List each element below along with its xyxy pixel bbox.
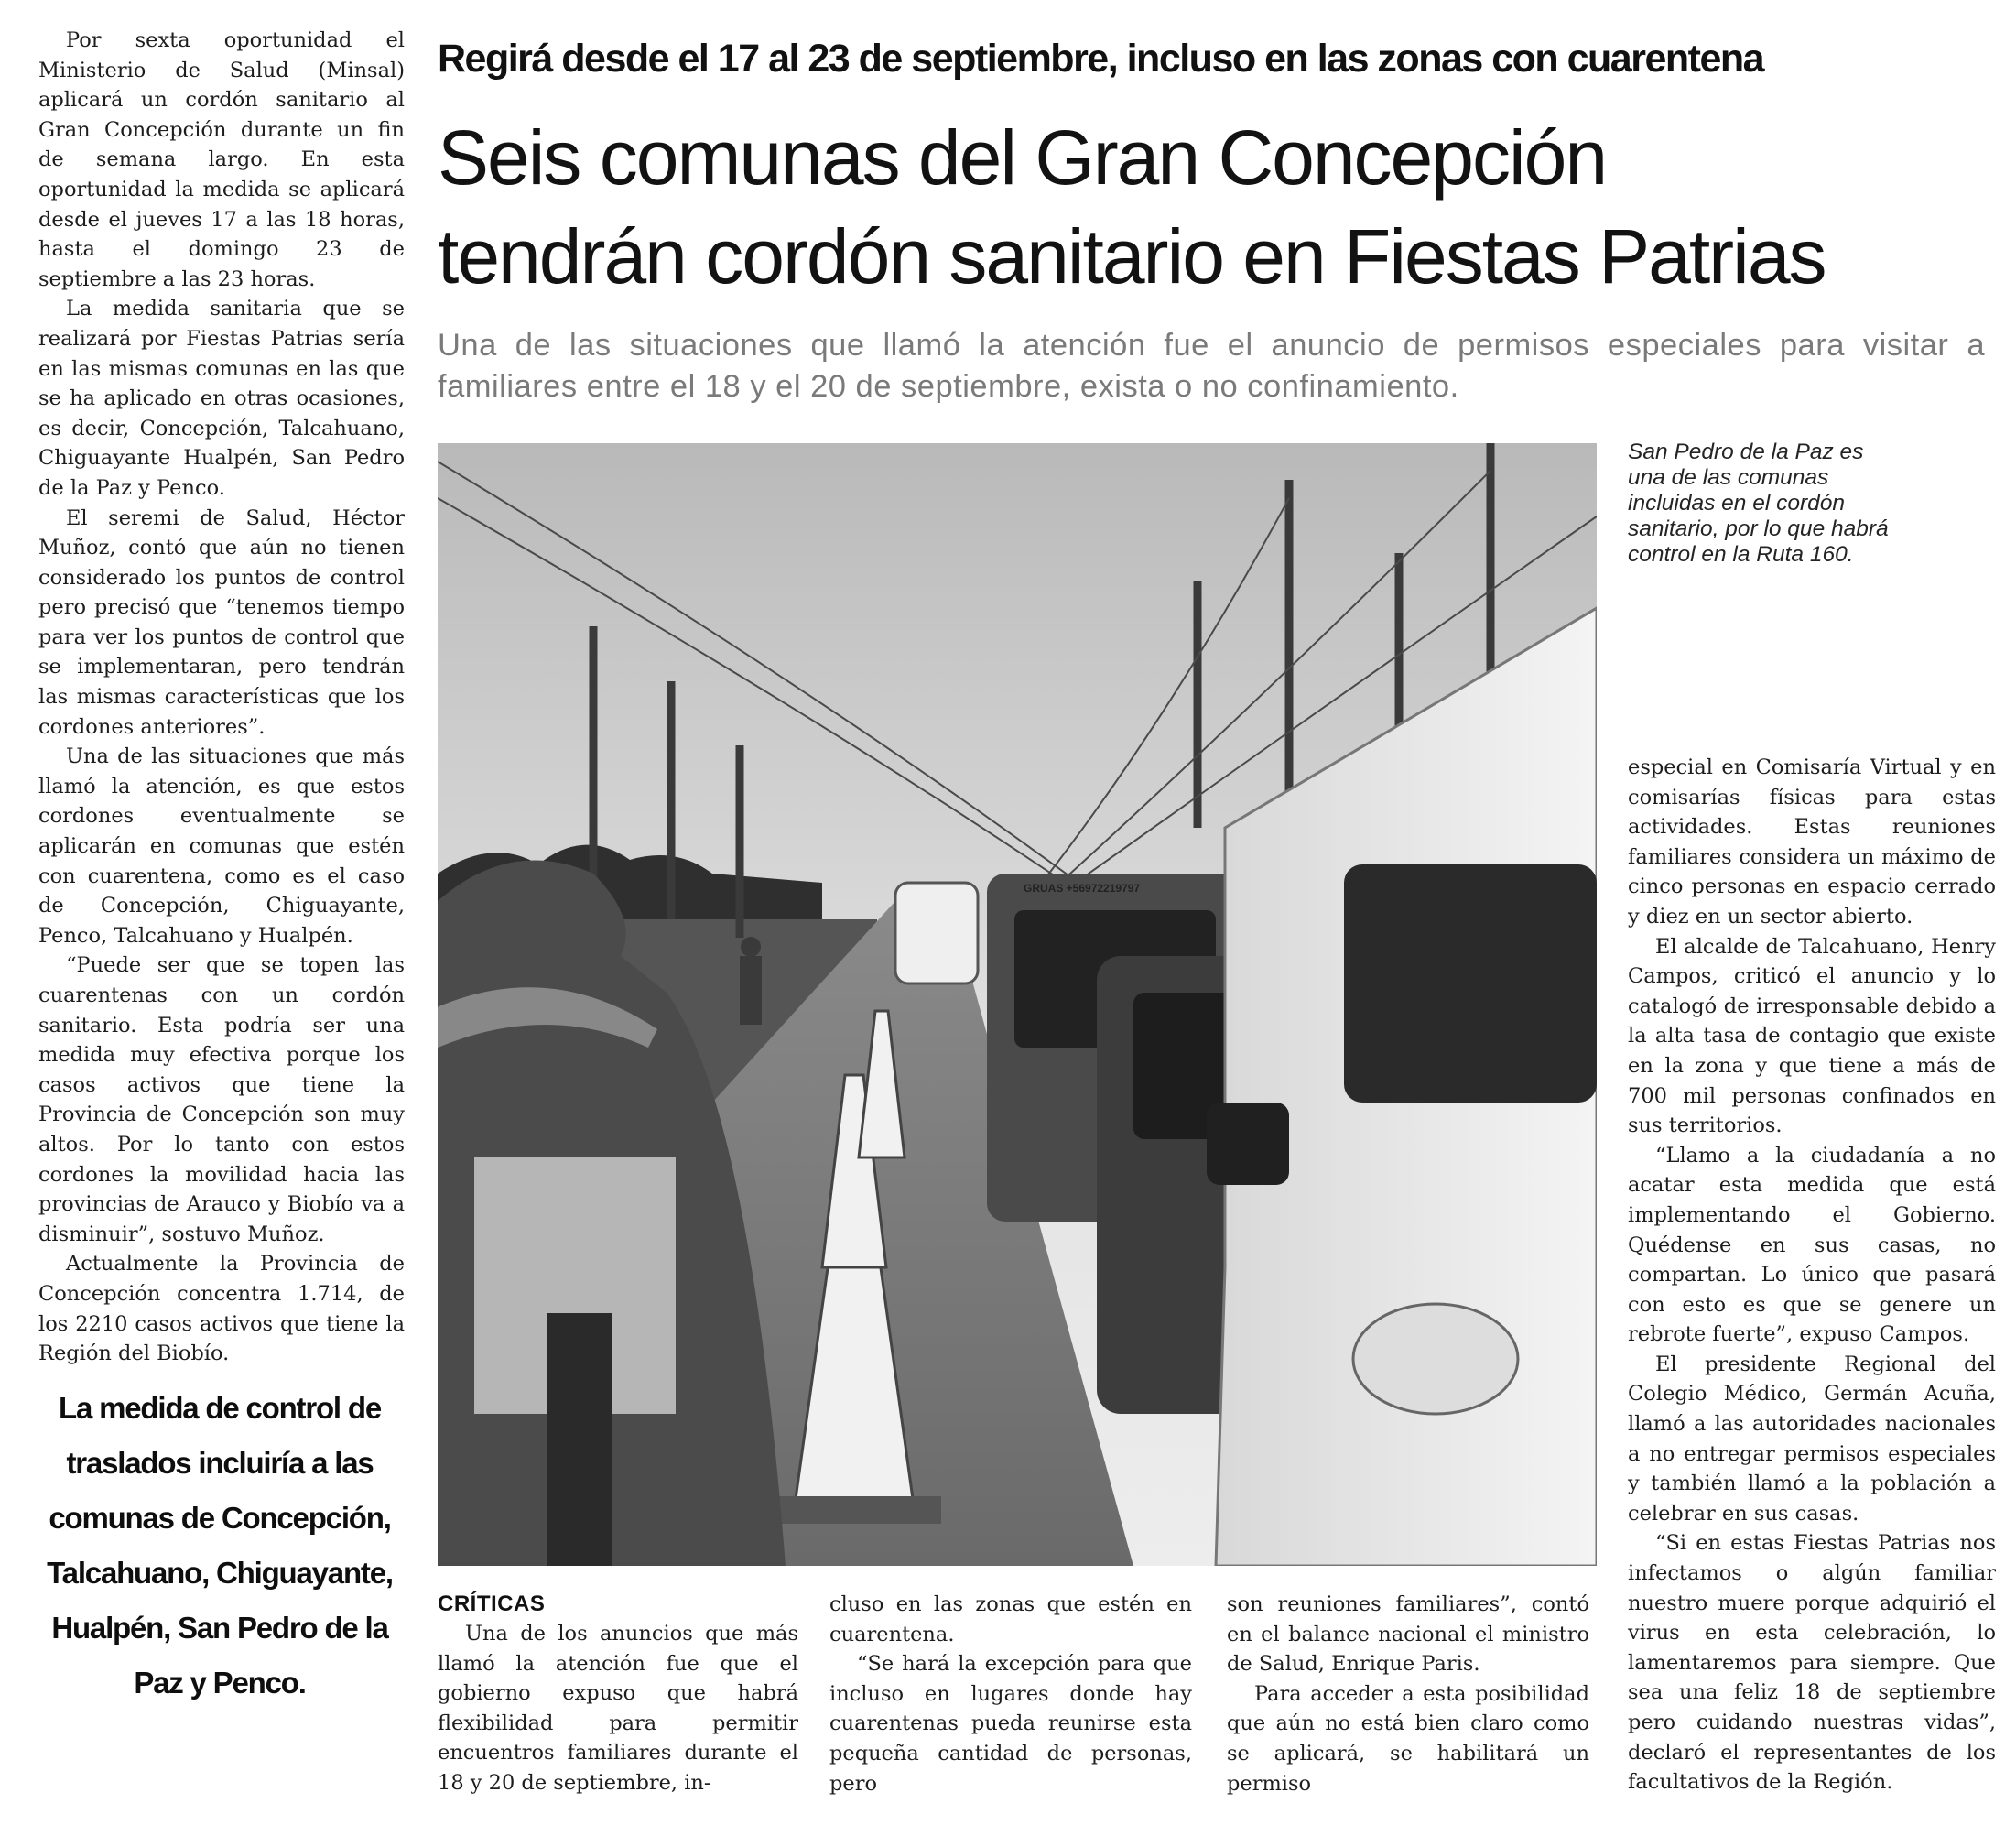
paragraph: cluso en las zonas que estén en cuarentena. bbox=[829, 1592, 1192, 1646]
main-headline bbox=[438, 108, 2012, 306]
paragraph: “Puede ser que se topen las cuarentenas con un cordón sanitario. Esta podría ser una medida muy efectiva porque los casos activos que tiene la Provincia de Concepción son muy altos. Por lo tanto con estos cordones la movilidad hacia las provincias de Arauco y Biobío va a disminuir”, sostuvo Muñoz. bbox=[38, 953, 405, 1246]
deck-summary: Una de las situaciones que llamó la atención fue el anuncio de permisos especiales para visitar a familiares entre el 18 y el 20 de septiembre, exista o no confinamiento. bbox=[438, 328, 1985, 404]
paragraph: El seremi de Salud, Héctor Muñoz, contó que aún no tienen considerado los puntos de control pero precisó que “tenemos tiempo para ver los puntos de control que se implementaran, pero tendrán las mismas características que los cordones anteriores”. bbox=[38, 505, 405, 739]
paragraph: “Se hará la excepción para que incluso en lugares donde hay cuarentenas pueda reunirse esta pequeña cantidad de personas, pero bbox=[829, 1652, 1192, 1796]
paragraph: Actualmente la Provincia de Concepción concentra 1.714, de los 2210 casos activos que tiene la Región del Biobío. bbox=[38, 1252, 405, 1366]
paragraph: “Llamo a la ciudadanía a no acatar esta medida que está implementando el Gobierno. Quédense en sus casas, no compartan. Lo único que pasará con esto es que se genere un rebrote fuerte”, expuso Campos. bbox=[1628, 1143, 1996, 1347]
paragraph: El presidente Regional del Colegio Médico, Germán Acuña, llamó a las autoridades nacionales a no entregar permisos especiales y también llamó a la población a celebrar en sus casas. bbox=[1628, 1352, 1996, 1526]
truck-sign-text: GRUAS +56972219797 bbox=[1024, 882, 1141, 895]
paragraph: La medida sanitaria que se realizará por Fiestas Patrias sería en las mismas comunas en las que se ha aplicado en otras ocasiones, es decir, Concepción, Talcahuano, Chiguayante Hualpén, San Pedro de la Paz y Penco. bbox=[38, 297, 405, 500]
paragraph: Por sexta oportunidad el Ministerio de Salud (Minsal) aplicará un cordón sanitario al Gran Concepción durante un fin de semana largo. En esta oportunidad la medida se aplicará desde el jueves 17 a las 18 horas, hasta el domingo 23 de septiembre a las 23 horas. bbox=[38, 28, 405, 291]
bottom-column-1 bbox=[438, 1590, 798, 1798]
headline-line-1: Seis comunas del Gran Concepción bbox=[438, 114, 1607, 201]
photo-illustration bbox=[438, 443, 1597, 1566]
paragraph: Para acceder a esta posibilidad que aún no está bien claro como se aplicará, se habilitará un permiso bbox=[1227, 1681, 1589, 1796]
pull-quote: La medida de control de traslados incluiría a las comunas de Concepción, Talcahuano, Chiguayante, Hualpén, San Pedro de la Paz y Penco. bbox=[47, 1391, 393, 1700]
kicker-headline: Regirá desde el 17 al 23 de septiembre, incluso en las zonas con cuarentena bbox=[438, 37, 1764, 81]
paragraph: Una de las situaciones que más llamó la atención, es que estos cordones eventualmente se aplicarán en comunas que estén con cuarentena, como es el caso de Concepción, Chiguayante, Penco, Talcahuano y Hualpén. bbox=[38, 744, 405, 948]
right-column bbox=[1628, 753, 1996, 1798]
photo-caption: San Pedro de la Paz es una de las comunas incluidas en el cordón sanitario, por lo que habrá control en la Ruta 160. bbox=[1628, 440, 1889, 567]
section-subhead: CRÍTICAS bbox=[438, 1591, 546, 1616]
paragraph: Una de los anuncios que más llamó la atención fue que el gobierno expuso que habrá flexibilidad para permitir encuentros familiares durante el 18 y 20 de septiembre, in- bbox=[438, 1622, 798, 1795]
bottom-column-3 bbox=[1227, 1590, 1589, 1798]
left-column bbox=[38, 26, 405, 1369]
news-photo bbox=[438, 443, 1597, 1566]
paragraph: son reuniones familiares”, contó en el balance nacional el ministro de Salud, Enrique Paris. bbox=[1227, 1592, 1589, 1677]
paragraph: especial en Comisaría Virtual y en comisarías físicas para estas actividades. Estas reuniones familiares considera un máximo de cinco personas en espacio cerrado y diez en un sector abierto. bbox=[1628, 755, 1996, 929]
bottom-column-2 bbox=[829, 1590, 1192, 1798]
paragraph: El alcalde de Talcahuano, Henry Campos, criticó el anuncio y lo catalogó de irresponsable debido a la alta tasa de contagio que existe en la zona y que tiene a más de 700 mil personas confinados en sus territorios. bbox=[1628, 934, 1996, 1138]
paragraph: “Si en estas Fiestas Patrias nos infectamos o algún familiar nuestro muere porque adquirió el virus en esta celebración, lo lamentaremos para siempre. Que sea una feliz 18 de septiembre pero cuidando nuestras vidas”, declaró el representantes de los facultativos de la Región. bbox=[1628, 1531, 1996, 1795]
headline-line-2: tendrán cordón sanitario en Fiestas Patrias bbox=[438, 213, 1826, 299]
